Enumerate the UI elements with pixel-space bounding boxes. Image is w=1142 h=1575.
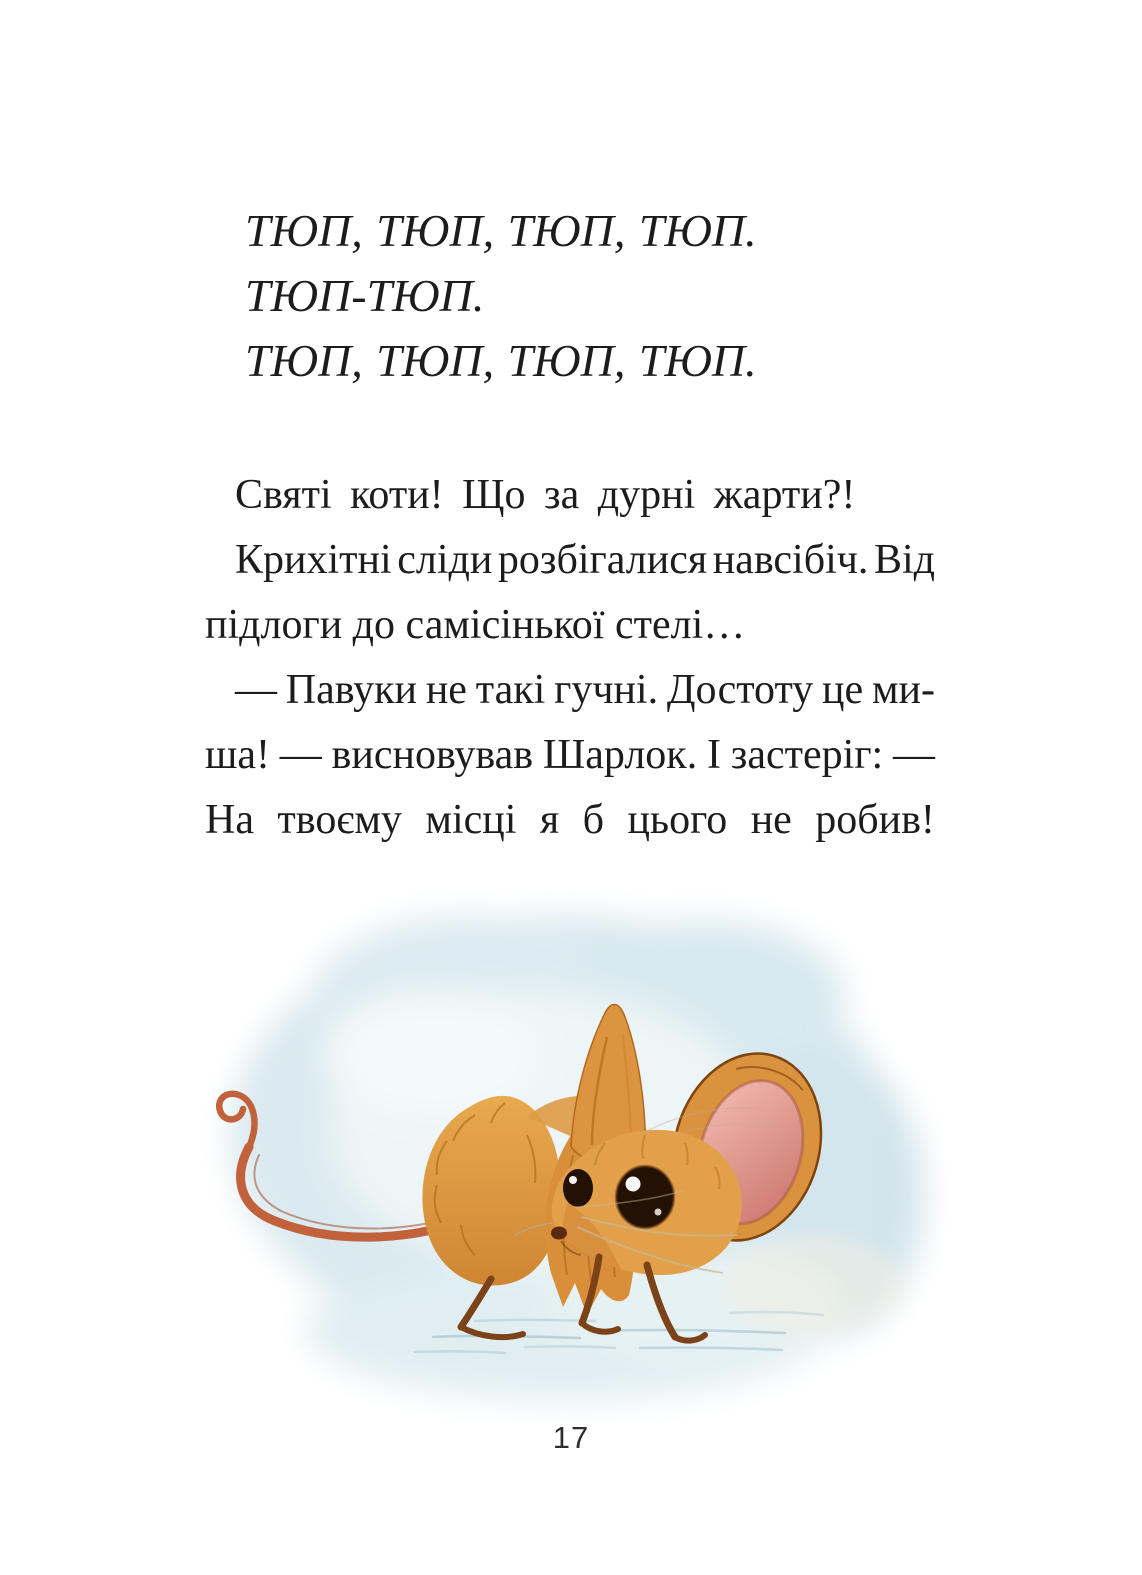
story-line: — Павуки не такі гучні. Достоту це ми- [235, 667, 935, 713]
mouse-illustration [175, 885, 945, 1425]
story-line: підлоги до самісінької стелі… [205, 602, 746, 648]
mouse-nose [551, 1227, 567, 1240]
story-line: ша! — висновував Шарлок. І застеріг: — [205, 732, 935, 778]
story-text [205, 463, 935, 853]
sound-line: ТЮП, ТЮП, ТЮП, ТЮП. [245, 335, 757, 386]
sound-line: ТЮП-ТЮП. [245, 270, 485, 321]
page-number: 17 [552, 1420, 590, 1455]
story-line: Крихітні сліди розбігалися навсібіч. Від [235, 537, 935, 583]
sound-line: ТЮП, ТЮП, ТЮП, ТЮП. [245, 205, 757, 256]
story-line: Святі коти! Що за дурні жарти?! [235, 472, 856, 518]
sound-effect-lines [245, 198, 757, 393]
story-line: На твоєму місці я б цього не робив! [205, 797, 935, 843]
